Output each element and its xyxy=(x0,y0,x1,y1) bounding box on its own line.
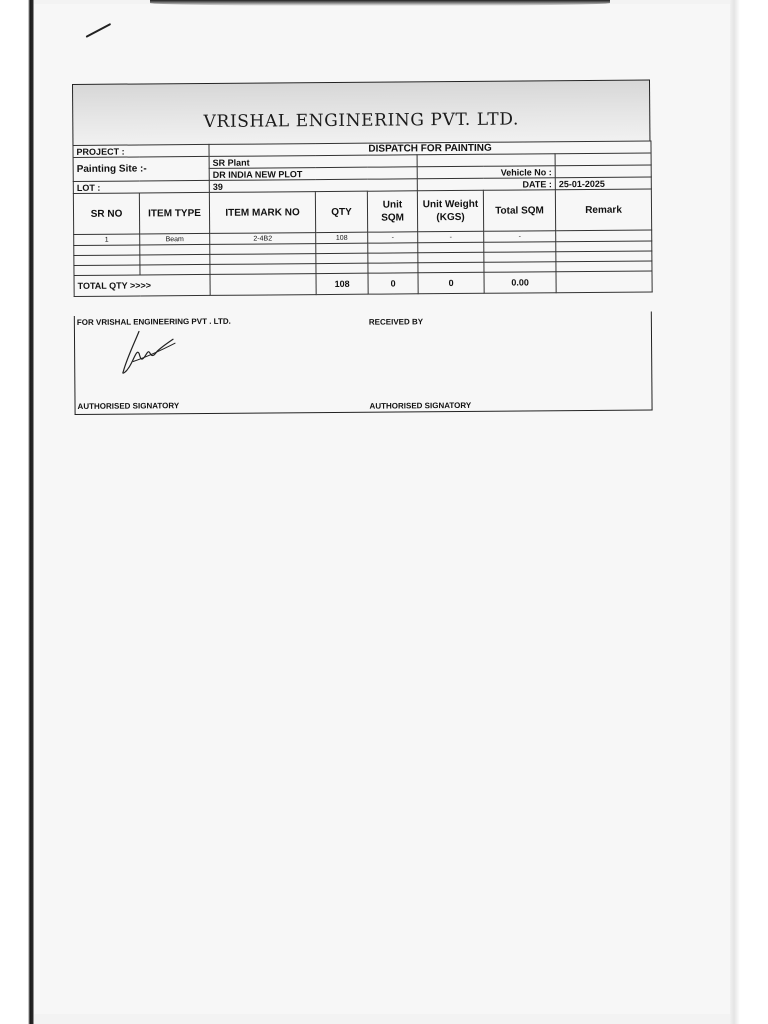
right-authorised-signatory: AUTHORISED SIGNATORY xyxy=(369,400,472,411)
blank-cell xyxy=(555,153,651,166)
blank-cell xyxy=(417,154,555,167)
column-headers xyxy=(73,189,651,235)
dispatch-table xyxy=(72,140,652,297)
date-value: 25-01-2025 xyxy=(555,177,651,190)
header-item-mark-no: ITEM MARK NO xyxy=(209,192,315,234)
cell-unit-weight: - xyxy=(418,231,484,243)
painting-site-label: Painting Site :- xyxy=(73,156,209,181)
left-authorised-signatory: AUTHORISED SIGNATORY xyxy=(77,401,180,411)
cell-qty: 108 xyxy=(316,232,368,243)
total-unit-weight: 0 xyxy=(418,272,484,294)
blank-cell xyxy=(210,274,316,296)
lot-label: LOT : xyxy=(73,180,209,193)
scan-left-edge xyxy=(0,0,34,1024)
header-total-sqm: Total SQM xyxy=(483,190,555,232)
blank-cell xyxy=(556,271,652,293)
document-title: DISPATCH FOR PAINTING xyxy=(209,141,651,156)
for-company-label: FOR VRISHAL ENGINEERING PVT . LTD. xyxy=(76,316,231,327)
scan-top-edge xyxy=(150,0,610,6)
header-remark: Remark xyxy=(555,189,651,231)
cell-unit-sqm: - xyxy=(368,232,418,243)
lot-value: 39 xyxy=(209,179,417,193)
scan-right-edge xyxy=(730,0,768,1024)
total-qty-label: TOTAL QTY >>>> xyxy=(74,274,210,296)
vehicle-label: Vehicle No : xyxy=(417,166,555,179)
cell-remark xyxy=(556,230,652,242)
header-sr-no: SR NO xyxy=(73,193,139,235)
dispatch-form xyxy=(72,79,653,414)
cell-sr-no: 1 xyxy=(74,234,140,246)
form-header xyxy=(72,79,650,145)
vehicle-value xyxy=(555,165,651,178)
company-name: VRISHAL ENGINERING PVT. LTD. xyxy=(203,109,520,132)
total-sqm: 0.00 xyxy=(484,272,556,294)
total-qty: 108 xyxy=(316,273,368,294)
signature-mark xyxy=(117,327,177,377)
total-unit-sqm: 0 xyxy=(368,273,418,294)
cell-item-type: Beam xyxy=(140,233,210,245)
cell-item-mark-no: 2-4B2 xyxy=(210,233,316,245)
project-value: SR Plant xyxy=(209,155,417,169)
header-qty: QTY xyxy=(315,191,367,232)
project-label: PROJECT : xyxy=(73,144,209,157)
signature-area xyxy=(74,311,653,415)
header-unit-sqm: Unit SQM xyxy=(367,191,417,232)
header-unit-weight: Unit Weight (KGS) xyxy=(417,190,483,232)
received-by-label: RECEIVED BY xyxy=(368,317,424,327)
date-label: DATE : xyxy=(417,178,555,191)
header-item-type: ITEM TYPE xyxy=(139,192,209,234)
cell-total-sqm: - xyxy=(484,231,556,243)
totals-row xyxy=(74,271,652,297)
painting-site-value: DR INDIA NEW PLOT xyxy=(209,167,417,181)
